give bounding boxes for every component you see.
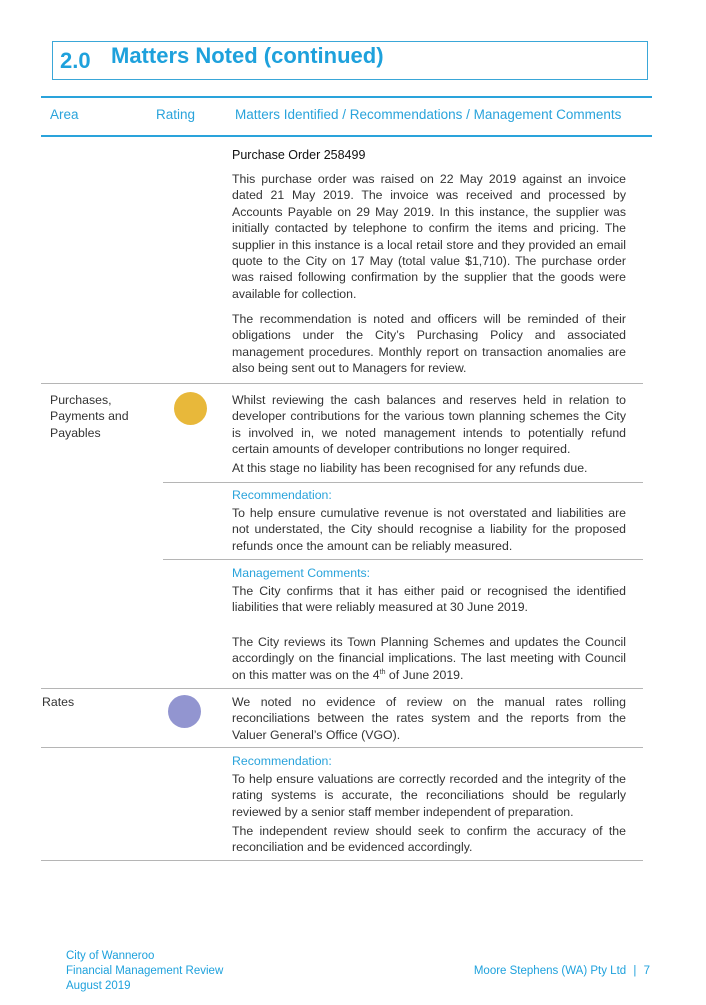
row-divider bbox=[41, 688, 643, 689]
row-divider bbox=[163, 482, 643, 483]
finding-rates-reconciliation: We noted no evidence of review on the manual rates rolling reconciliations between the rates system and the reports from the Valuer General’s Office (VGO). bbox=[232, 695, 626, 742]
table-top-rule bbox=[41, 96, 652, 98]
recommendation-heading: Recommendation: bbox=[232, 754, 332, 768]
rating-dot-low bbox=[168, 695, 201, 728]
page-number: 7 bbox=[643, 965, 650, 977]
recommendation-heading: Recommendation: bbox=[232, 488, 332, 502]
recommendation-text: To help ensure valuations are correctly recorded and the integrity of the rating systems is accurate, the reconciliations should be regularly reviewed by a senior staff member independent of preparation. bbox=[232, 772, 626, 819]
area-purchases-payments-payables: Purchases, Payments and Payables bbox=[50, 393, 129, 440]
footer-left bbox=[66, 949, 223, 994]
purchase-order-paragraph: This purchase order was raised on 22 May 2019 against an invoice dated 21 May 2019. The invoice was received and processed by Accounts Payable on 29 May 2019. In this instance, the supplier was initially contacted by telephone to confirm the items and pricing. The supplier in this instance is a local retail store and they provided an email quote to the City on 17 May (total value $1,710). The purchase order was raised following confirmation by the supplier that the goods were available for collection. bbox=[232, 172, 626, 301]
council-text-end: of June 2019. bbox=[385, 667, 464, 682]
column-header-comments: Matters Identified / Recommendations / Management Comments bbox=[235, 107, 622, 122]
finding-no-liability: At this stage no liability has been recognised for any refunds due. bbox=[232, 461, 588, 475]
row-divider bbox=[41, 383, 643, 384]
management-response-paragraph: The recommendation is noted and officers will be reminded of their obligations under the City’s Purchasing Policy and associated management procedures. Monthly report on transaction anomalies are also being sent out to Managers for review. bbox=[232, 312, 626, 376]
table-bottom-rule bbox=[41, 860, 643, 861]
rating-dot-moderate bbox=[174, 392, 207, 425]
purchase-order-heading: Purchase Order 258499 bbox=[232, 148, 366, 162]
management-comments-heading: Management Comments: bbox=[232, 566, 371, 580]
section-title: Matters Noted (continued) bbox=[111, 43, 384, 68]
footer-firm: Moore Stephens (WA) Pty Ltd bbox=[473, 965, 627, 977]
footer-right bbox=[474, 964, 650, 979]
row-divider bbox=[41, 747, 643, 748]
table-header-rule bbox=[41, 135, 652, 137]
ordinal-suffix: th bbox=[379, 668, 386, 676]
recommendation-text: To help ensure cumulative revenue is not overstated and liabilities are not understated, the City should recognise a liability for the proposed refunds once the amount can be reliably measured. bbox=[232, 506, 626, 553]
management-comments-council bbox=[232, 634, 626, 683]
management-comments-text: The City confirms that it has either paid or recognised the identified liabilities that were reliably measured at 30 June 2019. bbox=[232, 584, 626, 615]
row-divider bbox=[163, 559, 643, 560]
section-number: 2.0 bbox=[60, 48, 91, 73]
footer-date: August 2019 bbox=[66, 980, 131, 992]
footer-separator: | bbox=[633, 965, 637, 977]
footer-organisation: City of Wanneroo bbox=[66, 950, 155, 962]
council-text: The City reviews its Town Planning Schemes and updates the Council accordingly on the financial implications. The last meeting with Council on this matter was on the 4 bbox=[232, 635, 626, 682]
column-header-rating: Rating bbox=[156, 107, 196, 122]
area-rates: Rates bbox=[42, 695, 75, 709]
footer-report-title: Financial Management Review bbox=[66, 965, 224, 977]
recommendation-review-text: The independent review should seek to confirm the accuracy of the reconciliation and be evidenced accordingly. bbox=[232, 824, 626, 855]
section-title-box bbox=[52, 41, 648, 80]
column-header-area: Area bbox=[50, 107, 79, 122]
finding-developer-contributions: Whilst reviewing the cash balances and reserves held in relation to developer contributions for the various town planning schemes the City is involved in, we noted management intends to potentially refund certain amounts of developer contributions no longer required. bbox=[232, 393, 626, 457]
